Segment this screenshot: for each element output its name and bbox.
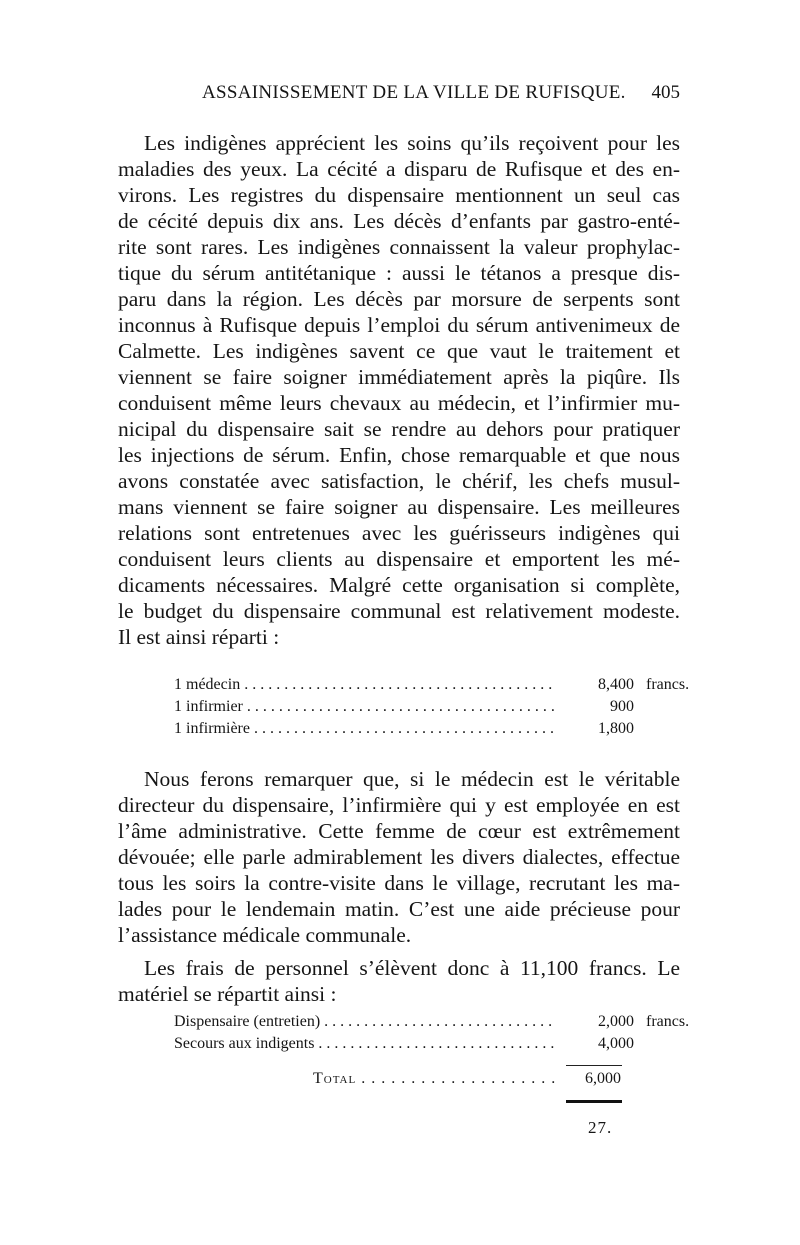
text-line: Nous ferons remarquer que, si le médecin est le véritable	[144, 767, 680, 791]
budget-item-amount: 1,800	[598, 720, 634, 737]
text-line: Il est ainsi réparti :	[118, 625, 280, 649]
text-line: matériel se répartit ainsi :	[118, 982, 337, 1006]
budget-item-unit: francs.	[646, 1013, 690, 1030]
text-line: dévouée; elle parle admirablement les divers dialectes, effectue	[118, 845, 680, 869]
text-line: mans viennent se faire soigner au dispensaire. Les meilleures	[118, 495, 680, 519]
paragraph-frais-personnel	[118, 955, 680, 1007]
paragraph-infirmiere	[118, 766, 680, 948]
sum-rule	[566, 1065, 622, 1066]
text-line: de cécité depuis dix ans. Les décès d’enfants par gastro-enté-	[118, 209, 680, 233]
running-head-title: ASSAINISSEMENT DE LA VILLE DE RUFISQUE.	[202, 82, 626, 103]
text-line: rite sont rares. Les indigènes connaissent la valeur prophylac-	[118, 235, 680, 259]
total-label: Total . . .	[313, 1070, 557, 1088]
text-line: le budget du dispensaire communal est relativement modeste.	[118, 599, 680, 623]
text-line: l’assistance médicale communale.	[118, 923, 412, 947]
text-line: lades pour le lendemain matin. C’est une aide précieuse pour	[118, 897, 680, 921]
text-line: viennent se faire soigner immédiatement après la piqûre. Ils	[118, 365, 680, 389]
text-line: conduisent leurs clients au dispensaire et emportent les mé-	[118, 547, 680, 571]
text-line: conduisent même leurs chevaux au médecin, et l’infirmier mu-	[118, 391, 680, 415]
text-line: Les indigènes apprécient les soins qu’ils reçoivent pour les	[144, 131, 680, 155]
total-row	[313, 1070, 623, 1092]
budget-item-amount: 900	[610, 698, 634, 715]
table-row	[313, 1070, 623, 1092]
text-line: nicipal du dispensaire sait se rendre au dehors pour pratiquer	[118, 417, 680, 441]
text-line: les injections de sérum. Enfin, chose remarquable et que nous	[118, 443, 680, 467]
text-line: avons constatée avec satisfaction, le chérif, les chefs musul-	[118, 469, 680, 493]
total-amount: 6,000	[585, 1070, 621, 1087]
signature-mark: 27.	[588, 1118, 613, 1137]
budget-item-label: Dispensaire (entretien) . . .	[174, 1013, 557, 1031]
budget-item-label: Secours aux indigents . . .	[174, 1035, 557, 1053]
budget-item-amount: 8,400	[598, 676, 634, 693]
table-row	[174, 720, 684, 742]
text-line: maladies des yeux. La cécité a disparu de Rufisque et des en-	[118, 157, 680, 181]
staff-budget-table	[174, 676, 690, 742]
budget-item-label: 1 infirmière . . .	[174, 720, 557, 738]
text-line: paru dans la région. Les décès par morsure de serpents sont	[118, 287, 680, 311]
text-line: directeur du dispensaire, l’infirmière qui y est employée en est	[118, 793, 680, 817]
budget-item-amount: 2,000	[598, 1013, 634, 1030]
text-line: relations sont entretenues avec les guérisseurs indigènes qui	[118, 521, 680, 545]
materiel-budget-table	[174, 1013, 690, 1057]
page-number: 405	[651, 82, 680, 103]
table-row	[174, 676, 690, 698]
budget-item-label: 1 médecin . . .	[174, 676, 557, 694]
running-head	[118, 82, 680, 112]
budget-item-unit: francs.	[646, 676, 690, 693]
table-row	[174, 698, 684, 720]
paragraph-dispensaire-results	[118, 130, 680, 650]
text-line: Les frais de personnel s’élèvent donc à 11,100 francs. Le	[144, 956, 680, 980]
total-rule	[566, 1100, 622, 1103]
text-line: tique du sérum antitétanique : aussi le tétanos a presque dis-	[118, 261, 680, 285]
text-line: inconnus à Rufisque depuis l’emploi du sérum antivenimeux de	[118, 313, 680, 337]
budget-item-label: 1 infirmier . . .	[174, 698, 557, 716]
text-line: tous les soirs la contre-visite dans le village, recrutant les ma-	[118, 871, 680, 895]
text-line: l’âme administrative. Cette femme de cœur est extrêmement	[118, 819, 680, 843]
text-line: dicaments nécessaires. Malgré cette organisation si complète,	[118, 573, 680, 597]
budget-item-amount: 4,000	[598, 1035, 634, 1052]
table-row	[174, 1035, 684, 1057]
table-row	[174, 1013, 690, 1035]
text-line: virons. Les registres du dispensaire mentionnent un seul cas	[118, 183, 680, 207]
text-line: Calmette. Les indigènes savent ce que vaut le traitement et	[118, 339, 680, 363]
